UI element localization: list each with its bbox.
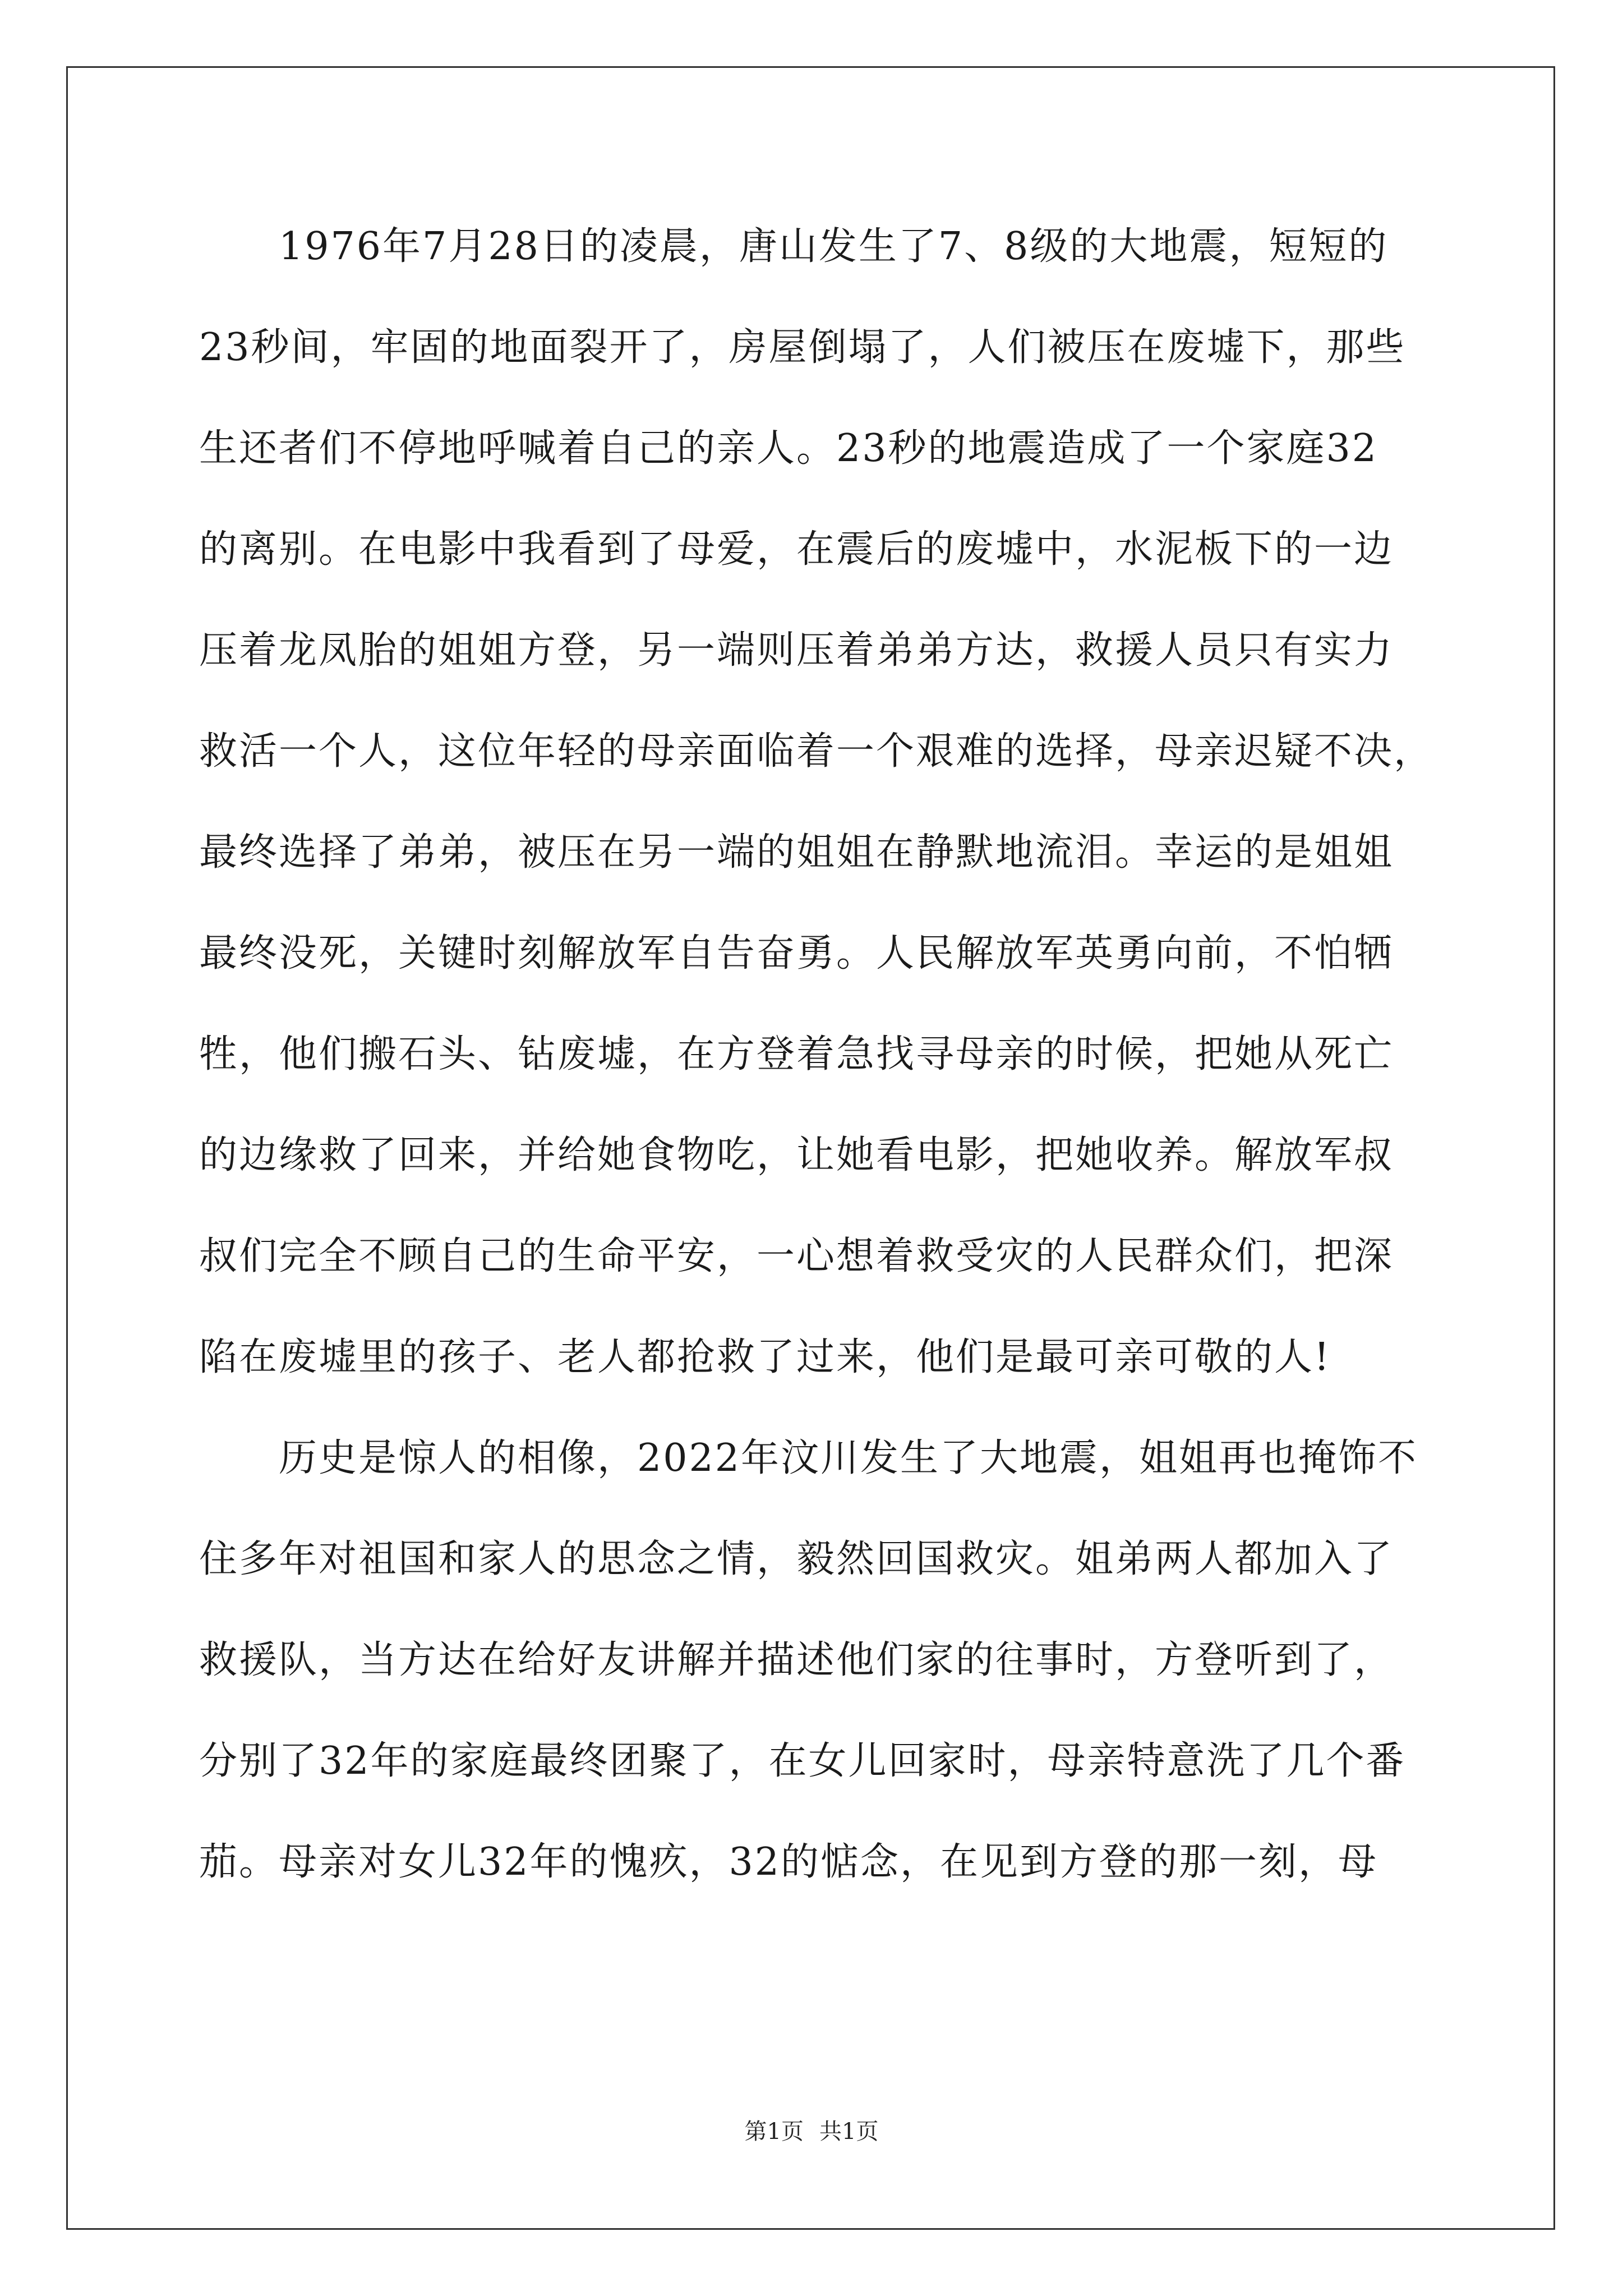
text-line: 1976年7月28日的凌晨，唐山发生了7、8级的大地震，短短的 [199,224,1389,269]
text-line: 陷在废墟里的孩子、老人都抢救了过来，他们是最可亲可敬的人! [199,1335,1331,1379]
text-line: 的边缘救了回来，并给她食物吃，让她看电影，把她收养。解放军叔 [199,1133,1394,1177]
text-line: 压着龙凤胎的姐姐方登，另一端则压着弟弟方达，救援人员只有实力 [199,628,1394,673]
text-line: 茄。母亲对女儿32年的愧疚，32的惦念，在见到方登的那一刻，母 [199,1840,1378,1884]
text-line: 最终没死，关键时刻解放军自告奋勇。人民解放军英勇向前，不怕牺 [199,931,1394,976]
text-line: 救活一个人，这位年轻的母亲面临着一个艰难的选择，母亲迟疑不决， [199,729,1434,774]
text-line: 最终选择了弟弟，被压在另一端的姐姐在静默地流泪。幸运的是姐姐 [199,830,1394,875]
page-total: 共1页 [819,2119,879,2145]
page-footer [0,2115,1623,2148]
text-line: 住多年对祖国和家人的思念之情，毅然回国救灾。姐弟两人都加入了 [199,1537,1394,1581]
text-line: 牲，他们搬石头、钻废墟，在方登着急找寻母亲的时候，把她从死亡 [199,1032,1394,1076]
text-line: 23秒间，牢固的地面裂开了，房屋倒塌了，人们被压在废墟下，那些 [199,325,1406,370]
text-line: 分别了32年的家庭最终团聚了，在女儿回家时，母亲特意洗了几个番 [199,1739,1406,1783]
text-line: 的离别。在电影中我看到了母爱，在震后的废墟中，水泥板下的一边 [199,527,1394,572]
text-line: 历史是惊人的相像，2022年汶川发生了大地震，姐姐再也掩饰不 [199,1436,1418,1480]
text-line: 救援队，当方达在给好友讲解并描述他们家的往事时，方登听到了， [199,1638,1394,1682]
page-number: 第1页 [744,2119,804,2145]
text-line: 生还者们不停地呼喊着自己的亲人。23秒的地震造成了一个家庭32 [199,426,1378,471]
text-line: 叔们完全不顾自己的生命平安，一心想着救受灾的人民群众们，把深 [199,1234,1394,1278]
